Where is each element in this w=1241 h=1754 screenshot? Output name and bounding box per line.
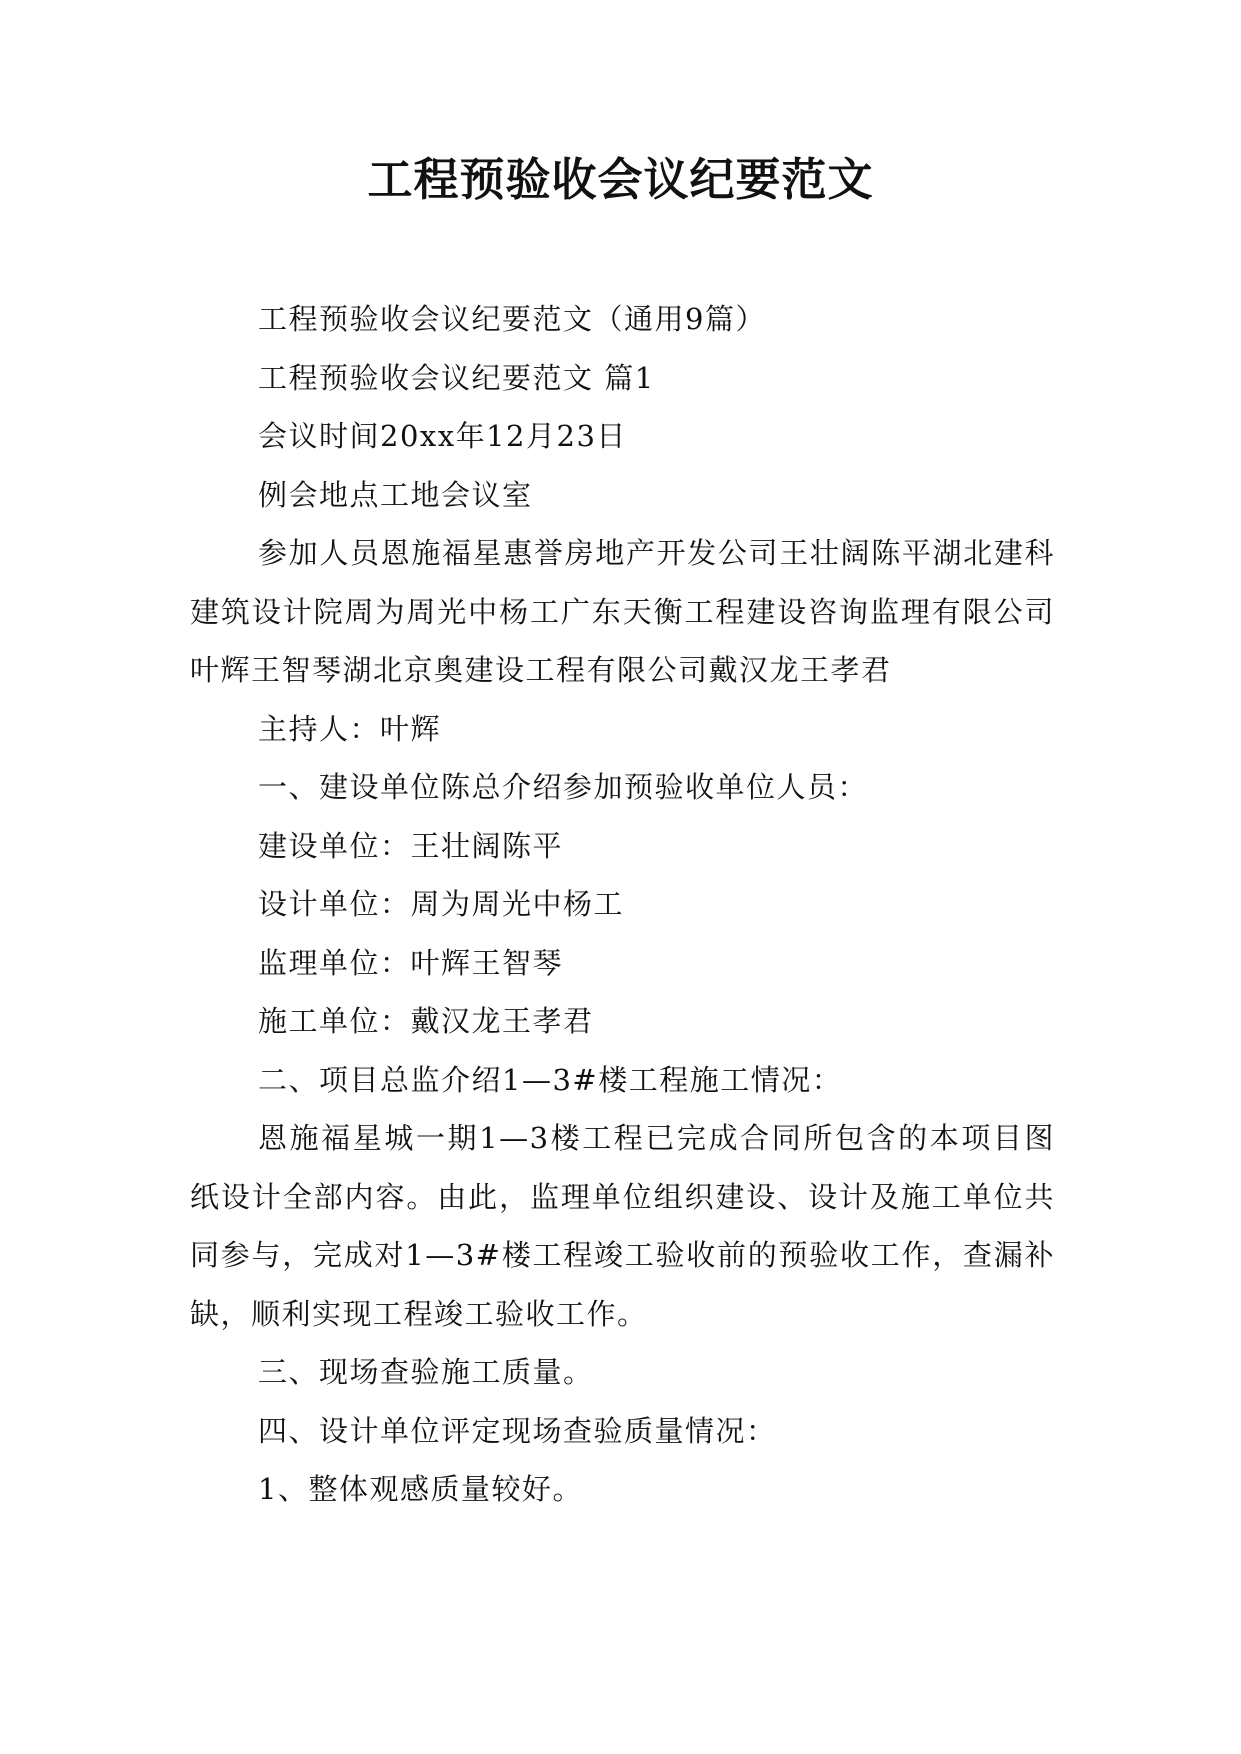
document-title: 工程预验收会议纪要范文 bbox=[367, 153, 874, 206]
paragraph-meeting-time: 会议时间20xx年12月23日 bbox=[258, 419, 627, 453]
paragraph-section-heading: 工程预验收会议纪要范文 篇1 bbox=[258, 360, 655, 395]
paragraph-construction-unit: 建设单位：王壮阔陈平 bbox=[258, 828, 564, 863]
paragraph-item-4: 四、设计单位评定现场查验质量情况： bbox=[258, 1413, 777, 1448]
paragraph-attendees: 参加人员恩施福星惠誉房地产开发公司王壮阔陈平湖北建科建筑设计院周为周光中杨工广东天衡工程建设咨询监理有限公司叶辉王智琴湖北京奥建设工程有限公司戴汉龙王孝君 bbox=[190, 536, 1055, 687]
paragraph-project-description: 恩施福星城一期1—3楼工程已完成合同所包含的本项目图纸设计全部内容。由此，监理单位组织建设、设计及施工单位共同参与，完成对1—3#楼工程竣工验收前的预验收工作，查漏补缺，顺利实现工程竣工验收工作。 bbox=[190, 1121, 1055, 1331]
paragraph-meeting-location: 例会地点工地会议室 bbox=[258, 477, 533, 512]
paragraph-design-unit: 设计单位：周为周光中杨工 bbox=[258, 887, 625, 921]
document-body bbox=[190, 290, 1055, 1519]
paragraph-subtitle: 工程预验收会议纪要范文（通用9篇） bbox=[258, 302, 766, 336]
paragraph-supervision-unit: 监理单位：叶辉王智琴 bbox=[258, 945, 564, 980]
paragraph-host: 主持人：叶辉 bbox=[258, 711, 442, 746]
paragraph-item-1: 一、建设单位陈总介绍参加预验收单位人员： bbox=[258, 770, 869, 804]
paragraph-item-3: 三、现场查验施工质量。 bbox=[258, 1355, 594, 1389]
paragraph-contractor-unit: 施工单位：戴汉龙王孝君 bbox=[258, 1004, 594, 1038]
paragraph-item-2: 二、项目总监介绍1—3#楼工程施工情况： bbox=[258, 1062, 843, 1097]
paragraph-sub-item-1: 1、整体观感质量较好。 bbox=[258, 1472, 583, 1506]
